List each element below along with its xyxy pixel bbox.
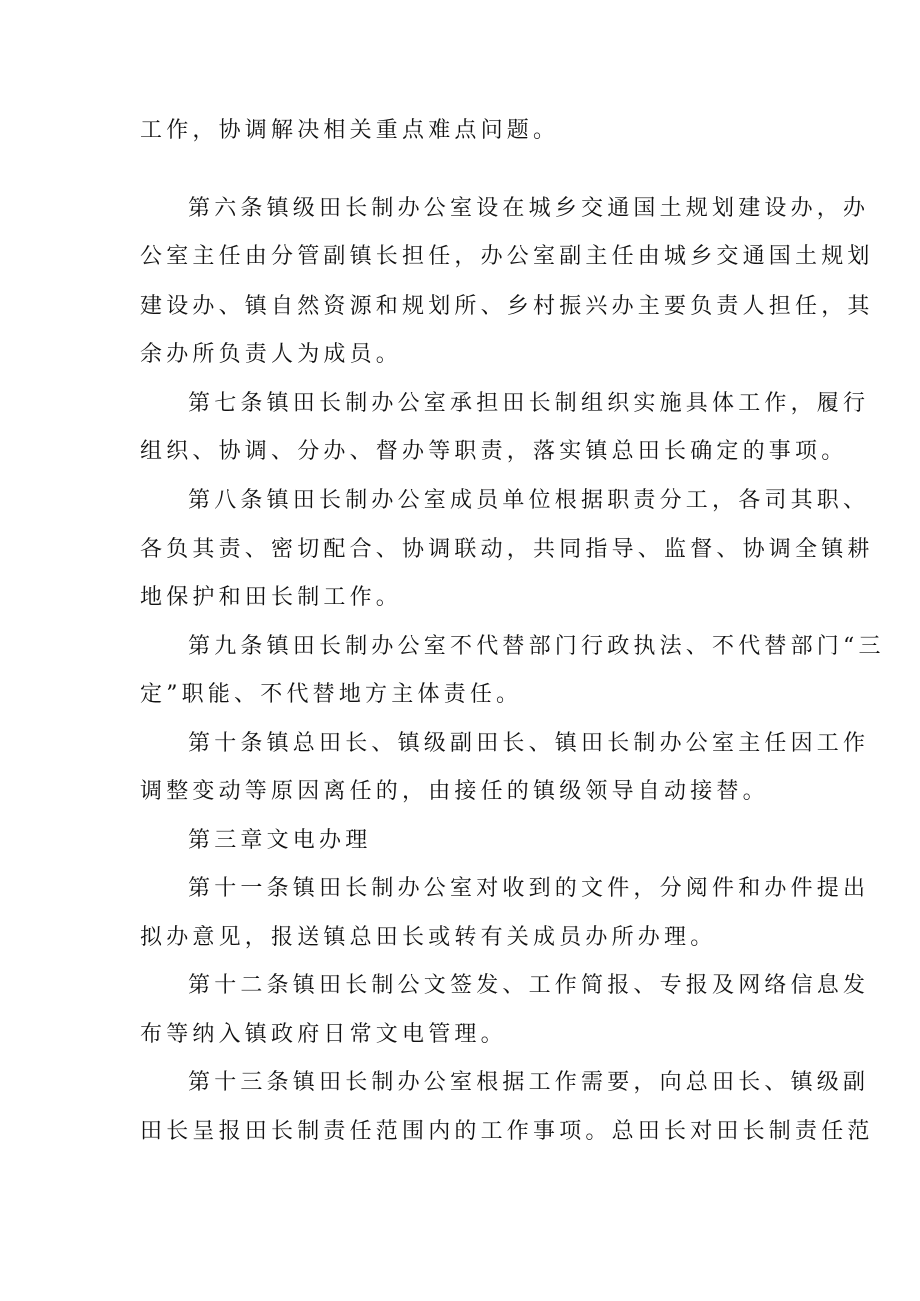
text-line: 组织、协调、分办、督办等职责，落实镇总田长确定的事项。	[140, 439, 848, 464]
text-line: 余办所负责人为成员。	[140, 342, 403, 367]
text-line: 公室主任由分管副镇长担任，办公室副主任由城乡交通国土规划	[140, 244, 874, 269]
text-line: 定”职能、不代替地方主体责任。	[140, 682, 523, 707]
chapter-heading: 第三章文电办理	[188, 828, 372, 853]
text-line: 第十三条镇田长制办公室根据工作需要，向总田长、镇级副	[188, 1070, 870, 1095]
text-line: 布等纳入镇政府日常文电管理。	[140, 1022, 507, 1047]
text-line: 各负其责、密切配合、协调联动，共同指导、监督、协调全镇耕	[140, 537, 874, 562]
text-line: 第十一条镇田长制办公室对收到的文件，分阅件和办件提出	[188, 876, 870, 901]
text-line: 第九条镇田长制办公室不代替部门行政执法、不代替部门“三	[188, 634, 885, 659]
text-line: 第十条镇总田长、镇级副田长、镇田长制办公室主任因工作	[188, 731, 870, 756]
text-line: 地保护和田长制工作。	[140, 585, 403, 610]
text-line: 第六条镇级田长制办公室设在城乡交通国土规划建设办，办	[188, 196, 870, 221]
text-line: 拟办意见，报送镇总田长或转有关成员办所办理。	[140, 925, 717, 950]
text-line: 工作，协调解决相关重点难点问题。	[140, 118, 560, 143]
text-line: 调整变动等原因离任的，由接任的镇级领导自动接替。	[140, 779, 769, 804]
text-line: 田长呈报田长制责任范围内的工作事项。总田长对田长制责任范	[140, 1119, 874, 1144]
text-line: 第七条镇田长制办公室承担田长制组织实施具体工作，履行	[188, 391, 870, 416]
text-line: 第八条镇田长制办公室成员单位根据职责分工，各司其职、	[188, 488, 870, 513]
text-line: 建设办、镇自然资源和规划所、乡村振兴办主要负责人担任，其	[140, 294, 874, 319]
text-line: 第十二条镇田长制公文签发、工作简报、专报及网络信息发	[188, 973, 870, 998]
